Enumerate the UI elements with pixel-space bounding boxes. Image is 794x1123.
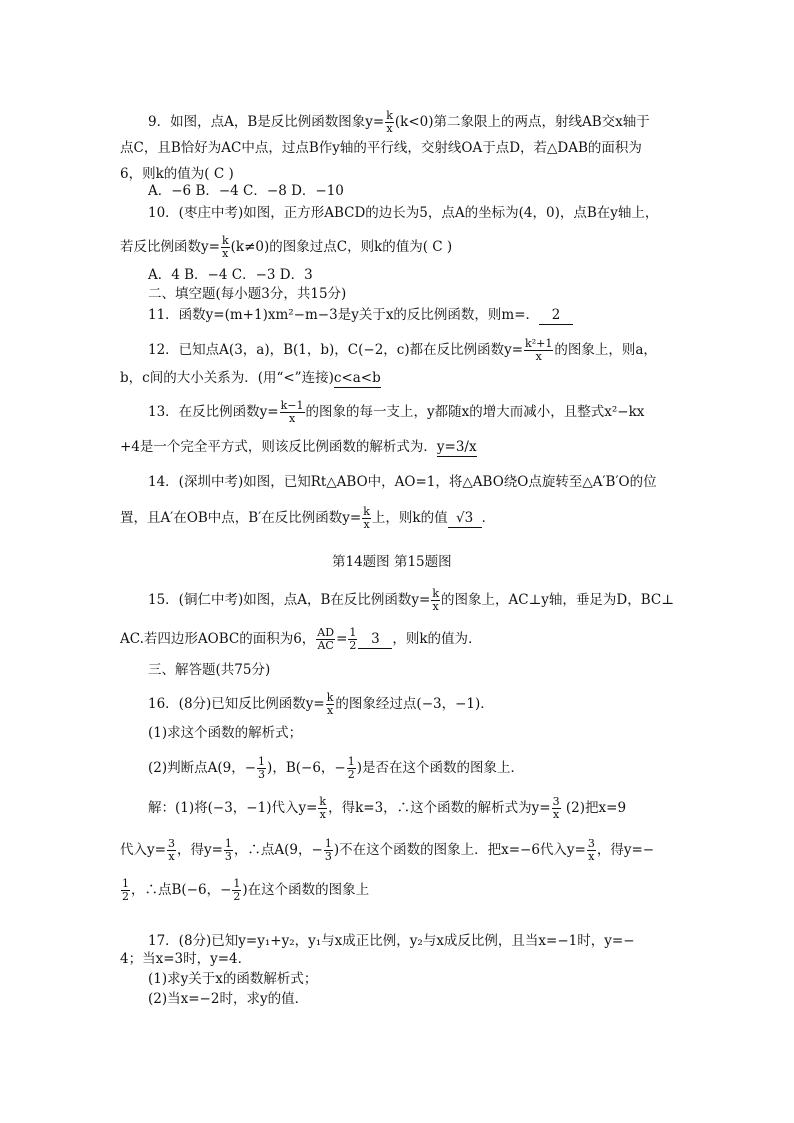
text-run: 12．已知点A(3，a)，B(1，b)，C(−2，c)都在反比例函数y= (148, 342, 524, 358)
denominator: x (386, 122, 393, 135)
denominator: x (432, 600, 439, 613)
text-line (148, 266, 313, 284)
text-run: ，得y= (176, 842, 223, 858)
text-line (148, 338, 657, 363)
text-line (148, 932, 635, 950)
text-run: 若反比例函数y= (120, 239, 220, 255)
text-run: 的图象上，则a， (554, 342, 657, 358)
fraction (431, 588, 440, 613)
text-run: 第14题图 第15题图 (332, 554, 452, 570)
numerator: k (221, 234, 229, 247)
text-run: +4是一个完全平方式，则该反比例函数的解析式为 (120, 439, 424, 455)
text-line (120, 165, 234, 183)
denominator: x (168, 850, 175, 863)
numerator: 3 (587, 837, 595, 850)
fraction (348, 627, 357, 652)
denominator: x (319, 808, 326, 821)
denominator: x (222, 247, 229, 260)
denominator: x (535, 350, 542, 363)
fraction (362, 506, 371, 531)
text-run: 代入y= (120, 842, 166, 858)
text-run: 17．(8分)已知y=y₁+y₂，y₁与x成正比例，y₂与x成反比例，且当x=−1时，y=− (148, 933, 635, 949)
denominator: 2 (349, 639, 357, 652)
numerator: k (386, 109, 393, 122)
text-line (332, 553, 452, 571)
fraction (167, 838, 176, 863)
text-line (148, 400, 644, 425)
text-line (148, 724, 302, 742)
fraction (280, 400, 305, 425)
text-run: 11．函数y=(m+1)xm²−m−3是y关于x的反比例函数，则m= (148, 307, 526, 323)
numerator: k (319, 795, 327, 808)
numerator: k (363, 505, 370, 518)
text-line (120, 139, 642, 157)
answer-blank: 3 (358, 630, 392, 649)
denominator: x (288, 412, 296, 425)
text-line (148, 588, 674, 613)
text-run: 13．在反比例函数y= (148, 404, 279, 420)
text-run: ，得y=− (596, 842, 655, 858)
answer-blank: y=3/x (436, 439, 477, 455)
text-run: 上，则k的值 (371, 510, 448, 526)
text-line (148, 970, 317, 988)
text-run: ． (423, 439, 437, 455)
text-line (148, 473, 657, 491)
denominator: 2 (347, 768, 355, 781)
fraction (224, 838, 233, 863)
text-line (120, 950, 251, 968)
denominator: 3 (224, 850, 232, 863)
text-run: (k<0)第二象限上的两点，射线AB交x轴于 (394, 114, 650, 130)
text-line (148, 692, 494, 717)
text-run: (1)求y关于x的函数解析式； (148, 971, 318, 987)
fraction (316, 627, 335, 652)
text-line (120, 838, 654, 863)
denominator: 2 (233, 890, 241, 903)
fraction (232, 878, 241, 903)
fraction (552, 796, 561, 821)
text-line (120, 235, 452, 260)
text-line (148, 661, 270, 679)
denominator: 3 (324, 850, 332, 863)
text-run: (2)判断点A(9，− (148, 760, 257, 776)
numerator: 1 (324, 837, 332, 850)
text-line (148, 204, 658, 222)
text-run: = (336, 631, 348, 647)
numerator: 1 (233, 877, 241, 890)
text-run: )不在这个函数的图象上．把x=−6代入y= (333, 842, 586, 858)
answer-blank: √3 (448, 509, 482, 528)
numerator: 1 (122, 877, 129, 890)
text-run: 15．(铜仁中考)如图，点A，B在反比例函数y= (148, 592, 431, 608)
text-run: 的图象经过点(−3，−1)． (335, 696, 494, 712)
text-line (148, 182, 344, 200)
denominator: x (588, 850, 595, 863)
numerator: k²+1 (525, 337, 553, 350)
text-line (148, 796, 626, 821)
text-line (120, 878, 369, 903)
denominator: x (363, 518, 370, 531)
text-run: ，∴点A(9，− (233, 842, 323, 858)
denominator: AC (317, 639, 334, 652)
text-run: 的图象上，AC⊥y轴，垂足为D，BC⊥ (441, 592, 674, 608)
text-run: ，得k=3，∴这个函数的解析式为y= (328, 800, 551, 816)
fraction (587, 838, 596, 863)
text-run: ．(用“<”连接) (244, 370, 334, 386)
fraction (326, 692, 335, 717)
text-run: 6，则k的值为( C ) (120, 166, 234, 182)
fraction (318, 796, 327, 821)
text-run: (1)求这个函数的解析式； (148, 725, 303, 741)
text-run: (k≠0)的图象过点C，则k的值为( C ) (230, 239, 453, 255)
text-run: )，B(−6，− (267, 760, 346, 776)
text-run: b，c间的大小关系为 (120, 370, 245, 386)
denominator: x (326, 704, 334, 717)
denominator: x (553, 808, 560, 821)
fraction (324, 838, 333, 863)
fraction (257, 756, 266, 781)
text-run: 的图象的每一支上，y都随x的增大而减小，且整式x²−kx (305, 404, 645, 420)
text-line (120, 438, 477, 457)
fraction (385, 110, 394, 135)
numerator: k (326, 691, 334, 704)
text-line (148, 285, 346, 303)
answer-blank: 2 (539, 306, 573, 325)
numerator: 1 (349, 626, 357, 639)
text-line (120, 506, 495, 531)
text-run: (2)当x=−2时，求y的值． (148, 991, 309, 1007)
text-line (120, 369, 381, 388)
text-run: 二、填空题(每小题3分，共15分) (148, 286, 347, 302)
text-line (148, 306, 573, 325)
text-run: 置，且A′在OB中点，B′在反比例函数y= (120, 510, 362, 526)
text-run: 10．(枣庄中考)如图，正方形ABCD的边长为5，点A的坐标为(4，0)，点B在y轴上， (148, 205, 659, 221)
text-line (148, 756, 524, 781)
numerator: 3 (167, 837, 175, 850)
fraction (121, 878, 130, 903)
denominator: 2 (122, 890, 129, 903)
denominator: 3 (258, 768, 266, 781)
text-run: 三、解答题(共75分) (148, 662, 271, 678)
text-run: A．−6 B．−4 C．−8 D．−10 (148, 183, 344, 199)
numerator: 1 (258, 755, 266, 768)
numerator: k (432, 587, 439, 600)
text-line (148, 110, 650, 135)
fraction (347, 756, 356, 781)
text-run: 点C，且B恰好为AC中点，过点B作y轴的平行线，交射线OA于点D，若△DAB的面积为 (120, 140, 642, 156)
numerator: 1 (224, 837, 232, 850)
text-run: A．4 B．−4 C．−3 D．3 (148, 267, 313, 283)
text-run: ． (525, 307, 540, 323)
text-line (148, 990, 308, 1008)
text-run: 解：(1)将(−3，−1)代入y= (148, 800, 318, 816)
answer-blank: c<a<b (333, 370, 381, 386)
numerator: 3 (552, 795, 560, 808)
numerator: 1 (347, 755, 355, 768)
text-run: 9．如图，点A，B是反比例函数图象y= (148, 114, 385, 130)
text-line (120, 627, 482, 652)
text-run: ． (468, 631, 482, 647)
text-run: (2)把x=9 (561, 800, 627, 816)
text-run: 14．(深圳中考)如图，已知Rt△ABO中，AO=1，将△ABO绕O点旋转至△A′B′O的位 (148, 474, 657, 490)
text-run: )是否在这个函数的图象上． (356, 760, 524, 776)
numerator: k−1 (280, 399, 304, 412)
text-run: ，∴点B(−6，− (131, 882, 232, 898)
numerator: AD (317, 626, 335, 639)
text-run: ，则k的值为 (392, 631, 469, 647)
text-run: AC.若四边形AOBC的面积为6， (120, 631, 316, 647)
text-run: ． (481, 510, 496, 526)
fraction (221, 235, 230, 260)
text-run: )在这个函数的图象上 (242, 882, 370, 898)
text-run: 4；当x=3时，y=4． (120, 951, 252, 967)
text-run: 16．(8分)已知反比例函数y= (148, 696, 325, 712)
fraction (524, 338, 553, 363)
